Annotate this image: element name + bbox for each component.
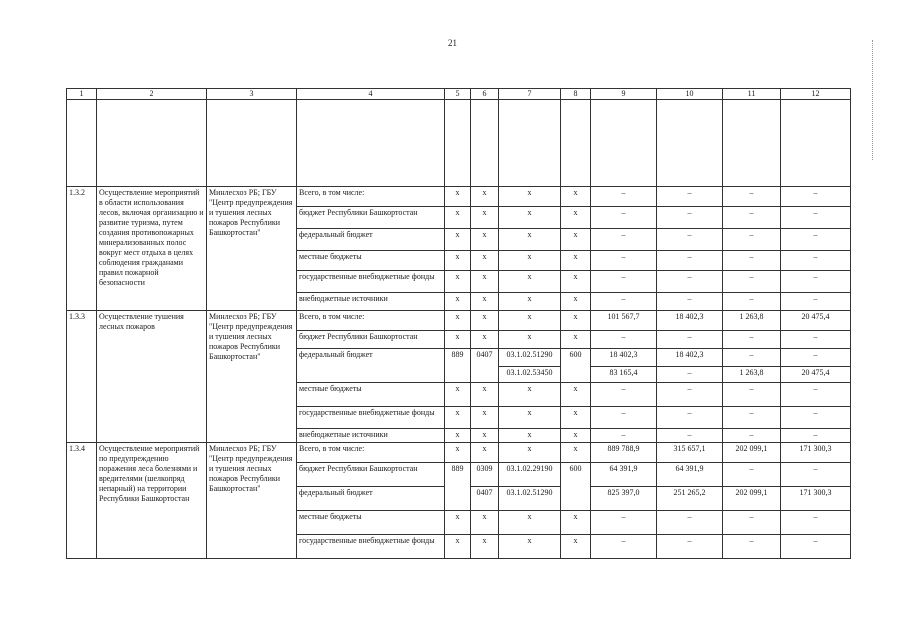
expense-type: 600 [561, 463, 591, 511]
item-number: 1.3.4 [67, 443, 97, 559]
amount-year-3: – [781, 187, 851, 207]
expense-type: x [561, 535, 591, 559]
amount-year-3: 171 300,3 [781, 487, 851, 511]
amount-year-3: – [781, 349, 851, 367]
section-code: x [471, 229, 499, 251]
target-code: x [499, 511, 561, 535]
amount-total: – [591, 429, 657, 443]
funding-source: внебюджетные источники [297, 293, 445, 311]
funding-source: федеральный бюджет [297, 229, 445, 251]
expense-type: x [561, 443, 591, 463]
expense-type: x [561, 229, 591, 251]
column-number-row [67, 89, 851, 100]
amount-total: 101 567,7 [591, 311, 657, 331]
section-code: x [471, 271, 499, 293]
section-code: x [471, 511, 499, 535]
funding-source: внебюджетные источники [297, 429, 445, 443]
section-code: x [471, 187, 499, 207]
carryover-empty-row [67, 100, 851, 187]
grbs-code: x [445, 229, 471, 251]
target-code: x [499, 229, 561, 251]
table-row [67, 311, 851, 331]
amount-total: – [591, 383, 657, 407]
amount-total: – [591, 207, 657, 229]
expense-type: x [561, 251, 591, 271]
amount-year-1: – [657, 229, 723, 251]
col-header: 8 [561, 89, 591, 100]
grbs-code: x [445, 383, 471, 407]
grbs-code: 889 [445, 349, 471, 383]
grbs-code: x [445, 187, 471, 207]
amount-year-1: – [657, 293, 723, 311]
amount-year-3: – [781, 271, 851, 293]
grbs-code: x [445, 443, 471, 463]
item-executor: Минлесхоз РБ; ГБУ "Центр предупреждения и тушения лесных пожаров Республики Башкортостан" [207, 311, 297, 443]
expense-type: x [561, 331, 591, 349]
amount-total: 18 402,3 [591, 349, 657, 367]
col-header: 2 [97, 89, 207, 100]
funding-source: бюджет Республики Башкортостан [297, 331, 445, 349]
col-header: 3 [207, 89, 297, 100]
col-header: 11 [723, 89, 781, 100]
amount-year-1: 64 391,9 [657, 463, 723, 487]
section-code: x [471, 331, 499, 349]
target-code: 03.1.02.53450 [499, 367, 561, 383]
item-title: Осуществление мероприятий по предупреждению поражения леса болезнями и вредителями (шелкопряд непарный) на территории Республики Башкортостан [97, 443, 207, 559]
section-code: x [471, 311, 499, 331]
section-code: x [471, 207, 499, 229]
amount-year-1: 18 402,3 [657, 349, 723, 367]
amount-year-3: – [781, 251, 851, 271]
amount-year-2: 202 099,1 [723, 443, 781, 463]
item-title: Осуществление мероприятий в области использования лесов, включая организацию и развитие туризма, путем создания противопожарных минерализованных полос вокруг мест отдыха в целях соблюдения гражданами правил пожарной безопасности [97, 187, 207, 311]
grbs-code: x [445, 429, 471, 443]
table-row [67, 187, 851, 207]
amount-year-3: 171 300,3 [781, 443, 851, 463]
amount-total: – [591, 407, 657, 429]
section-code: x [471, 251, 499, 271]
target-code: x [499, 429, 561, 443]
program-table [66, 88, 851, 559]
amount-year-3: – [781, 463, 851, 487]
amount-year-2: 1 263,8 [723, 311, 781, 331]
amount-year-2: – [723, 331, 781, 349]
amount-year-2: – [723, 207, 781, 229]
target-code: x [499, 383, 561, 407]
amount-year-2: – [723, 511, 781, 535]
col-header: 6 [471, 89, 499, 100]
funding-source: Всего, в том числе: [297, 187, 445, 207]
expense-type: x [561, 429, 591, 443]
target-code: x [499, 331, 561, 349]
expense-type: x [561, 311, 591, 331]
amount-year-1: – [657, 383, 723, 407]
amount-year-2: – [723, 293, 781, 311]
amount-total: – [591, 331, 657, 349]
amount-year-2: 202 099,1 [723, 487, 781, 511]
expense-type: x [561, 383, 591, 407]
funding-source: Всего, в том числе: [297, 311, 445, 331]
section-code: 0407 [471, 349, 499, 383]
amount-year-2: 1 263,8 [723, 367, 781, 383]
expense-type: x [561, 207, 591, 229]
expense-type: x [561, 407, 591, 429]
amount-total: – [591, 511, 657, 535]
grbs-code: x [445, 293, 471, 311]
amount-year-1: – [657, 535, 723, 559]
amount-year-1: 18 402,3 [657, 311, 723, 331]
target-code: 03.1.02.51290 [499, 487, 561, 511]
target-code: x [499, 251, 561, 271]
target-code: x [499, 407, 561, 429]
funding-source: государственные внебюджетные фонды [297, 535, 445, 559]
amount-year-3: – [781, 511, 851, 535]
amount-year-3: – [781, 229, 851, 251]
target-code: x [499, 271, 561, 293]
col-header: 10 [657, 89, 723, 100]
amount-year-1: – [657, 331, 723, 349]
amount-year-1: 315 657,1 [657, 443, 723, 463]
amount-year-3: 20 475,4 [781, 367, 851, 383]
funding-source: федеральный бюджет [297, 349, 445, 383]
amount-year-2: – [723, 271, 781, 293]
funding-source: бюджет Республики Башкортостан [297, 207, 445, 229]
table-row [67, 443, 851, 463]
grbs-code: x [445, 311, 471, 331]
item-title: Осуществление тушения лесных пожаров [97, 311, 207, 443]
section-code: x [471, 383, 499, 407]
amount-year-2: – [723, 429, 781, 443]
section-code: x [471, 407, 499, 429]
item-executor: Минлесхоз РБ; ГБУ "Центр предупреждения и тушения лесных пожаров Республики Башкортостан" [207, 443, 297, 559]
grbs-code: x [445, 331, 471, 349]
amount-year-1: – [657, 271, 723, 293]
grbs-code: x [445, 511, 471, 535]
target-code: 03.1.02.51290 [499, 349, 561, 367]
amount-year-2: – [723, 229, 781, 251]
amount-year-1: – [657, 367, 723, 383]
grbs-code: 889 [445, 463, 471, 511]
funding-source: бюджет Республики Башкортостан [297, 463, 445, 487]
amount-year-3: – [781, 429, 851, 443]
target-code: x [499, 207, 561, 229]
amount-total: – [591, 293, 657, 311]
grbs-code: x [445, 535, 471, 559]
item-number: 1.3.2 [67, 187, 97, 311]
section-code: x [471, 293, 499, 311]
amount-year-3: 20 475,4 [781, 311, 851, 331]
amount-year-1: – [657, 407, 723, 429]
target-code: x [499, 443, 561, 463]
col-header: 1 [67, 89, 97, 100]
amount-year-2: – [723, 187, 781, 207]
section-code: 0309 [471, 463, 499, 487]
amount-year-2: – [723, 535, 781, 559]
target-code: 03.1.02.29190 [499, 463, 561, 487]
amount-year-3: – [781, 293, 851, 311]
target-code: x [499, 535, 561, 559]
col-header: 9 [591, 89, 657, 100]
amount-year-3: – [781, 331, 851, 349]
amount-year-1: – [657, 251, 723, 271]
amount-year-2: – [723, 251, 781, 271]
amount-total: 64 391,9 [591, 463, 657, 487]
amount-total: 825 397,0 [591, 487, 657, 511]
funding-source: государственные внебюджетные фонды [297, 271, 445, 293]
funding-source: государственные внебюджетные фонды [297, 407, 445, 429]
target-code: x [499, 187, 561, 207]
funding-source: местные бюджеты [297, 383, 445, 407]
grbs-code: x [445, 251, 471, 271]
margin-rule [872, 40, 874, 160]
amount-year-3: – [781, 383, 851, 407]
amount-year-3: – [781, 407, 851, 429]
amount-year-3: – [781, 535, 851, 559]
amount-year-2: – [723, 407, 781, 429]
item-number: 1.3.3 [67, 311, 97, 443]
col-header: 5 [445, 89, 471, 100]
page-number: 21 [448, 38, 457, 48]
amount-year-1: – [657, 511, 723, 535]
amount-year-1: – [657, 207, 723, 229]
amount-total: – [591, 271, 657, 293]
amount-total: – [591, 187, 657, 207]
expense-type: x [561, 271, 591, 293]
col-header: 7 [499, 89, 561, 100]
target-code: x [499, 311, 561, 331]
target-code: x [499, 293, 561, 311]
section-code: 0407 [471, 487, 499, 511]
grbs-code: x [445, 271, 471, 293]
funding-source: Всего, в том числе: [297, 443, 445, 463]
amount-year-2: – [723, 349, 781, 367]
expense-type: 600 [561, 349, 591, 383]
amount-total: – [591, 535, 657, 559]
grbs-code: x [445, 407, 471, 429]
amount-year-1: – [657, 429, 723, 443]
grbs-code: x [445, 207, 471, 229]
amount-year-2: – [723, 463, 781, 487]
funding-source: федеральный бюджет [297, 487, 445, 511]
funding-source: местные бюджеты [297, 511, 445, 535]
section-code: x [471, 443, 499, 463]
amount-year-1: 251 265,2 [657, 487, 723, 511]
col-header: 12 [781, 89, 851, 100]
amount-total: 889 788,9 [591, 443, 657, 463]
section-code: x [471, 535, 499, 559]
amount-total: – [591, 251, 657, 271]
item-executor: Минлесхоз РБ; ГБУ "Центр предупреждения и тушения лесных пожаров Республики Башкортостан" [207, 187, 297, 311]
expense-type: x [561, 511, 591, 535]
col-header: 4 [297, 89, 445, 100]
funding-source: местные бюджеты [297, 251, 445, 271]
section-code: x [471, 429, 499, 443]
amount-year-2: – [723, 383, 781, 407]
amount-total: 83 165,4 [591, 367, 657, 383]
amount-year-3: – [781, 207, 851, 229]
amount-year-1: – [657, 187, 723, 207]
amount-total: – [591, 229, 657, 251]
expense-type: x [561, 293, 591, 311]
expense-type: x [561, 187, 591, 207]
